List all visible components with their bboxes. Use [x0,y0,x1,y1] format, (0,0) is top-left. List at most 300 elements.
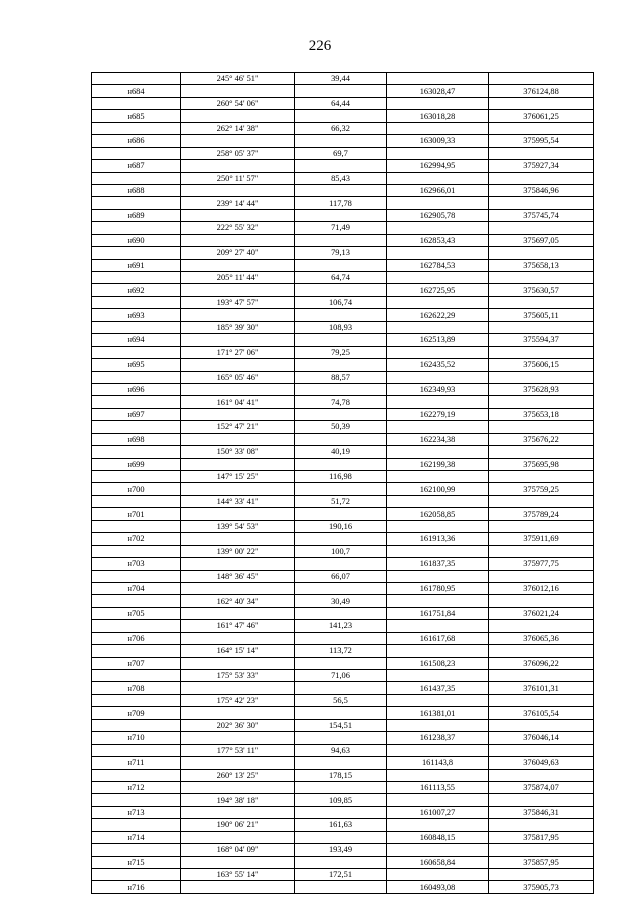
point-name-cell: н702 [92,533,181,545]
point-name-cell [92,744,181,756]
x-coordinate-cell [387,421,489,433]
x-coordinate-cell [387,869,489,881]
x-coordinate-cell [387,122,489,134]
segment-length-cell: 108,93 [295,321,387,333]
point-name-cell: н689 [92,209,181,221]
x-coordinate-cell [387,321,489,333]
y-coordinate-cell: 376105,54 [489,707,594,719]
x-coordinate-cell: 160848,15 [387,831,489,843]
direction-angle-cell [181,607,295,619]
segment-length-cell [295,657,387,669]
x-coordinate-cell: 162100,99 [387,483,489,495]
point-name-cell [92,471,181,483]
x-coordinate-cell: 162199,38 [387,458,489,470]
direction-angle-cell [181,135,295,147]
x-coordinate-cell: 162058,85 [387,508,489,520]
segment-length-cell: 39,44 [295,73,387,85]
segment-length-cell [295,458,387,470]
point-name-cell: н701 [92,508,181,520]
point-name-cell: н716 [92,881,181,893]
point-name-cell [92,520,181,532]
point-row [92,135,594,147]
point-name-cell [92,595,181,607]
direction-angle-cell [181,856,295,868]
point-row [92,856,594,868]
direction-angle-cell: 222° 55' 32" [181,222,295,234]
point-name-cell [92,769,181,781]
direction-angle-cell [181,209,295,221]
segment-row [92,495,594,507]
direction-angle-cell: 190° 06' 21" [181,819,295,831]
point-name-cell: н687 [92,160,181,172]
point-name-cell: н688 [92,184,181,196]
direction-angle-cell [181,408,295,420]
direction-angle-cell: 165° 05' 46" [181,371,295,383]
point-row [92,483,594,495]
x-coordinate-cell: 161837,35 [387,558,489,570]
y-coordinate-cell: 375759,25 [489,483,594,495]
y-coordinate-cell [489,346,594,358]
point-row [92,607,594,619]
point-row [92,732,594,744]
y-coordinate-cell [489,670,594,682]
x-coordinate-cell: 162513,89 [387,334,489,346]
segment-row [92,545,594,557]
segment-length-cell: 74,78 [295,396,387,408]
segment-row [92,73,594,85]
y-coordinate-cell [489,769,594,781]
direction-angle-cell [181,682,295,694]
segment-length-cell [295,707,387,719]
point-row [92,757,594,769]
point-name-cell [92,396,181,408]
segment-row [92,844,594,856]
point-name-cell [92,421,181,433]
x-coordinate-cell: 161617,68 [387,632,489,644]
x-coordinate-cell [387,620,489,632]
direction-angle-cell: 175° 42' 23" [181,694,295,706]
x-coordinate-cell [387,296,489,308]
direction-angle-cell: 209° 27' 40" [181,247,295,259]
point-name-cell [92,371,181,383]
direction-angle-cell: 161° 04' 41" [181,396,295,408]
point-row [92,508,594,520]
x-coordinate-cell [387,197,489,209]
segment-row [92,147,594,159]
segment-length-cell: 178,15 [295,769,387,781]
y-coordinate-cell: 375846,31 [489,806,594,818]
direction-angle-cell [181,533,295,545]
y-coordinate-cell [489,446,594,458]
x-coordinate-cell [387,147,489,159]
y-coordinate-cell [489,247,594,259]
x-coordinate-cell [387,371,489,383]
segment-row [92,620,594,632]
x-coordinate-cell [387,520,489,532]
x-coordinate-cell [387,73,489,85]
y-coordinate-cell [489,421,594,433]
y-coordinate-cell [489,645,594,657]
segment-row [92,446,594,458]
direction-angle-cell: 250° 11' 57" [181,172,295,184]
y-coordinate-cell: 376012,16 [489,582,594,594]
segment-length-cell [295,160,387,172]
y-coordinate-cell: 375606,15 [489,359,594,371]
segment-row [92,595,594,607]
segment-length-cell: 66,07 [295,570,387,582]
point-row [92,160,594,172]
direction-angle-cell: 171° 27' 06" [181,346,295,358]
point-name-cell: н697 [92,408,181,420]
x-coordinate-cell [387,570,489,582]
segment-length-cell [295,483,387,495]
direction-angle-cell: 260° 54' 06" [181,97,295,109]
x-coordinate-cell [387,471,489,483]
x-coordinate-cell [387,645,489,657]
segment-length-cell: 161,63 [295,819,387,831]
point-row [92,359,594,371]
direction-angle-cell [181,781,295,793]
point-name-cell: н709 [92,707,181,719]
segment-row [92,719,594,731]
direction-angle-cell: 175° 53' 33" [181,670,295,682]
segment-length-cell: 51,72 [295,495,387,507]
segment-length-cell: 88,57 [295,371,387,383]
x-coordinate-cell: 162784,53 [387,259,489,271]
segment-length-cell: 193,49 [295,844,387,856]
x-coordinate-cell [387,97,489,109]
segment-length-cell: 100,7 [295,545,387,557]
segment-length-cell [295,259,387,271]
x-coordinate-cell: 161508,23 [387,657,489,669]
segment-length-cell [295,732,387,744]
y-coordinate-cell [489,122,594,134]
point-row [92,682,594,694]
segment-row [92,694,594,706]
segment-length-cell [295,359,387,371]
point-name-cell [92,272,181,284]
point-name-cell: н708 [92,682,181,694]
segment-length-cell [295,533,387,545]
x-coordinate-cell: 162725,95 [387,284,489,296]
segment-length-cell: 85,43 [295,172,387,184]
point-name-cell [92,147,181,159]
segment-length-cell: 116,98 [295,471,387,483]
point-name-cell: н707 [92,657,181,669]
x-coordinate-cell: 161751,84 [387,607,489,619]
point-name-cell: н713 [92,806,181,818]
segment-length-cell [295,408,387,420]
direction-angle-cell: 161° 47' 46" [181,620,295,632]
direction-angle-cell: 260° 13' 25" [181,769,295,781]
y-coordinate-cell: 375857,95 [489,856,594,868]
segment-length-cell: 154,51 [295,719,387,731]
segment-length-cell: 109,85 [295,794,387,806]
point-name-cell [92,819,181,831]
direction-angle-cell [181,309,295,321]
segment-length-cell [295,682,387,694]
x-coordinate-cell [387,272,489,284]
y-coordinate-cell: 375695,98 [489,458,594,470]
x-coordinate-cell: 161437,35 [387,682,489,694]
point-row [92,284,594,296]
segment-length-cell: 190,16 [295,520,387,532]
point-row [92,806,594,818]
x-coordinate-cell: 161007,27 [387,806,489,818]
point-name-cell [92,570,181,582]
segment-length-cell [295,110,387,122]
point-name-cell [92,446,181,458]
point-name-cell: н714 [92,831,181,843]
segment-row [92,222,594,234]
point-row [92,184,594,196]
point-name-cell: н694 [92,334,181,346]
segment-row [92,321,594,333]
point-name-cell: н695 [92,359,181,371]
point-name-cell: н692 [92,284,181,296]
x-coordinate-cell: 162349,93 [387,383,489,395]
direction-angle-cell [181,483,295,495]
segment-length-cell: 94,63 [295,744,387,756]
y-coordinate-cell: 375927,34 [489,160,594,172]
direction-angle-cell [181,160,295,172]
point-row [92,408,594,420]
point-name-cell: н684 [92,85,181,97]
segment-row [92,869,594,881]
direction-angle-cell [181,757,295,769]
coordinates-table [91,72,594,894]
segment-length-cell [295,433,387,445]
segment-row [92,819,594,831]
x-coordinate-cell: 163009,33 [387,135,489,147]
x-coordinate-cell: 162905,78 [387,209,489,221]
y-coordinate-cell [489,471,594,483]
segment-length-cell: 69,7 [295,147,387,159]
x-coordinate-cell: 162853,43 [387,234,489,246]
y-coordinate-cell: 375977,75 [489,558,594,570]
segment-length-cell: 40,19 [295,446,387,458]
direction-angle-cell [181,85,295,97]
y-coordinate-cell [489,371,594,383]
segment-length-cell: 117,78 [295,197,387,209]
point-name-cell [92,97,181,109]
point-name-cell [92,794,181,806]
point-row [92,334,594,346]
point-name-cell: н712 [92,781,181,793]
point-name-cell: н705 [92,607,181,619]
segment-length-cell: 172,51 [295,869,387,881]
direction-angle-cell: 168° 04' 09" [181,844,295,856]
direction-angle-cell [181,184,295,196]
point-row [92,781,594,793]
segment-length-cell: 50,39 [295,421,387,433]
point-name-cell: н690 [92,234,181,246]
point-row [92,433,594,445]
y-coordinate-cell: 375874,07 [489,781,594,793]
segment-length-cell [295,757,387,769]
y-coordinate-cell: 375605,11 [489,309,594,321]
point-name-cell: н700 [92,483,181,495]
x-coordinate-cell: 163028,47 [387,85,489,97]
x-coordinate-cell: 162435,52 [387,359,489,371]
segment-length-cell [295,85,387,97]
x-coordinate-cell [387,247,489,259]
point-name-cell [92,495,181,507]
segment-length-cell [295,508,387,520]
point-name-cell: н711 [92,757,181,769]
point-row [92,458,594,470]
segment-length-cell: 30,49 [295,595,387,607]
point-row [92,209,594,221]
x-coordinate-cell: 161913,36 [387,533,489,545]
point-row [92,632,594,644]
x-coordinate-cell: 162622,29 [387,309,489,321]
point-name-cell: н706 [92,632,181,644]
y-coordinate-cell [489,296,594,308]
x-coordinate-cell: 162279,19 [387,408,489,420]
segment-length-cell: 71,06 [295,670,387,682]
x-coordinate-cell: 161238,37 [387,732,489,744]
segment-length-cell [295,184,387,196]
y-coordinate-cell: 375653,18 [489,408,594,420]
direction-angle-cell: 144° 33' 41" [181,495,295,507]
direction-angle-cell [181,458,295,470]
direction-angle-cell: 164° 15' 14" [181,645,295,657]
y-coordinate-cell [489,520,594,532]
y-coordinate-cell: 375628,93 [489,383,594,395]
y-coordinate-cell [489,570,594,582]
y-coordinate-cell: 375905,73 [489,881,594,893]
segment-length-cell [295,284,387,296]
point-name-cell [92,670,181,682]
x-coordinate-cell [387,769,489,781]
direction-angle-cell [181,359,295,371]
point-row [92,558,594,570]
direction-angle-cell: 205° 11' 44" [181,272,295,284]
segment-row [92,371,594,383]
segment-row [92,247,594,259]
y-coordinate-cell: 376046,14 [489,732,594,744]
y-coordinate-cell [489,197,594,209]
direction-angle-cell [181,334,295,346]
x-coordinate-cell [387,346,489,358]
x-coordinate-cell: 160658,84 [387,856,489,868]
point-row [92,110,594,122]
point-name-cell: н693 [92,309,181,321]
y-coordinate-cell: 375789,24 [489,508,594,520]
segment-length-cell: 79,25 [295,346,387,358]
segment-length-cell: 79,13 [295,247,387,259]
x-coordinate-cell [387,844,489,856]
y-coordinate-cell: 376065,36 [489,632,594,644]
y-coordinate-cell: 375817,95 [489,831,594,843]
point-name-cell: н696 [92,383,181,395]
y-coordinate-cell: 375676,22 [489,433,594,445]
direction-angle-cell: 152° 47' 21" [181,421,295,433]
segment-row [92,670,594,682]
direction-angle-cell [181,383,295,395]
y-coordinate-cell: 376049,63 [489,757,594,769]
direction-angle-cell [181,433,295,445]
direction-angle-cell [181,558,295,570]
segment-length-cell [295,558,387,570]
point-name-cell [92,719,181,731]
segment-length-cell: 141,23 [295,620,387,632]
segment-length-cell [295,383,387,395]
segment-length-cell [295,234,387,246]
direction-angle-cell [181,881,295,893]
direction-angle-cell: 150° 33' 08" [181,446,295,458]
segment-row [92,570,594,582]
point-row [92,234,594,246]
segment-row [92,346,594,358]
direction-angle-cell [181,284,295,296]
direction-angle-cell [181,582,295,594]
y-coordinate-cell: 375658,13 [489,259,594,271]
x-coordinate-cell: 163018,28 [387,110,489,122]
segment-row [92,794,594,806]
segment-length-cell: 66,32 [295,122,387,134]
segment-row [92,520,594,532]
point-name-cell [92,247,181,259]
point-name-cell: н704 [92,582,181,594]
x-coordinate-cell [387,172,489,184]
direction-angle-cell [181,508,295,520]
segment-length-cell: 71,49 [295,222,387,234]
point-name-cell [92,197,181,209]
y-coordinate-cell [489,869,594,881]
direction-angle-cell [181,707,295,719]
segment-length-cell: 64,74 [295,272,387,284]
y-coordinate-cell [489,147,594,159]
y-coordinate-cell [489,545,594,557]
y-coordinate-cell [489,321,594,333]
point-row [92,383,594,395]
y-coordinate-cell [489,272,594,284]
direction-angle-cell: 258° 05' 37" [181,147,295,159]
y-coordinate-cell [489,819,594,831]
x-coordinate-cell [387,670,489,682]
y-coordinate-cell: 375594,37 [489,334,594,346]
x-coordinate-cell [387,794,489,806]
point-name-cell: н715 [92,856,181,868]
x-coordinate-cell [387,222,489,234]
segment-row [92,396,594,408]
segment-row [92,421,594,433]
x-coordinate-cell: 162234,38 [387,433,489,445]
direction-angle-cell: 148° 36' 45" [181,570,295,582]
point-row [92,85,594,97]
point-name-cell: н699 [92,458,181,470]
direction-angle-cell [181,732,295,744]
y-coordinate-cell: 376061,25 [489,110,594,122]
y-coordinate-cell: 375697,05 [489,234,594,246]
point-name-cell [92,346,181,358]
segment-row [92,172,594,184]
y-coordinate-cell: 376124,88 [489,85,594,97]
x-coordinate-cell [387,719,489,731]
x-coordinate-cell [387,495,489,507]
direction-angle-cell: 177° 53' 11" [181,744,295,756]
segment-row [92,272,594,284]
direction-angle-cell: 139° 00' 22" [181,545,295,557]
segment-row [92,645,594,657]
point-name-cell [92,869,181,881]
point-row [92,309,594,321]
point-name-cell [92,172,181,184]
direction-angle-cell: 239° 14' 44" [181,197,295,209]
point-name-cell: н710 [92,732,181,744]
